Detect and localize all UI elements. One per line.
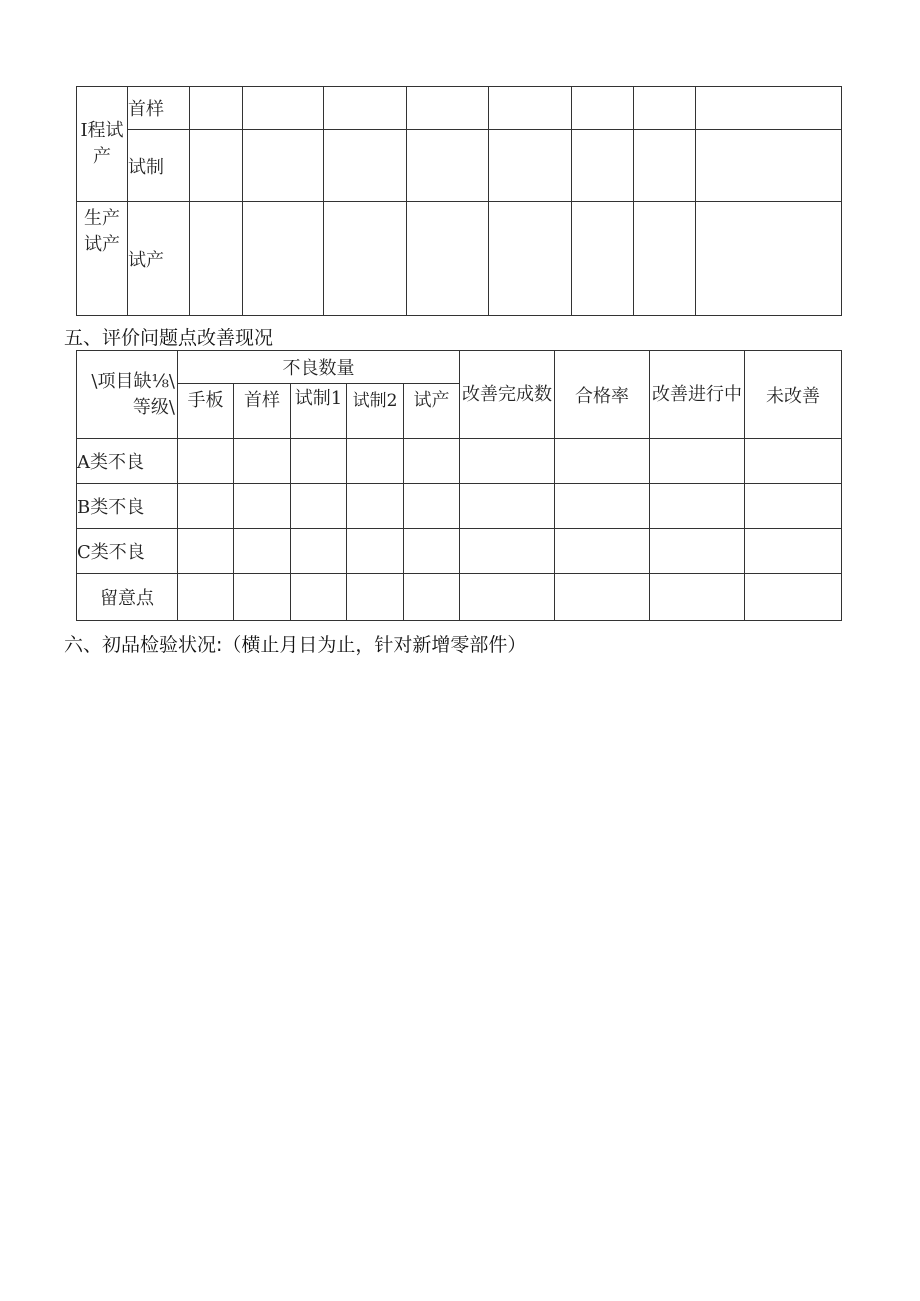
table-cell: [555, 574, 650, 621]
table-cell: [650, 439, 745, 484]
table-row: [77, 202, 842, 316]
table-cell: [489, 87, 572, 130]
table-cell: [745, 529, 842, 574]
table-cell: [460, 484, 555, 529]
section-5-title: 五、评价问题点改善现况: [64, 327, 274, 349]
table-cell: [243, 202, 324, 316]
table-cell: [745, 484, 842, 529]
table-row: [77, 87, 842, 130]
table-cell: [460, 529, 555, 574]
table-cell: [745, 574, 842, 621]
table-row: [77, 529, 842, 574]
header-pass-rate: 合格率: [555, 351, 650, 439]
table-cell: [407, 202, 489, 316]
table-cell: [407, 130, 489, 202]
table-cell: [634, 87, 696, 130]
table-header-row: [77, 351, 842, 384]
row-label-trial-production: 试产: [128, 202, 190, 316]
table-cell: [178, 439, 234, 484]
table-cell: [555, 439, 650, 484]
table-cell: [572, 87, 634, 130]
table-cell: [243, 87, 324, 130]
row-label-class-c: C类不良: [77, 529, 178, 574]
row-label-first-sample: 首样: [128, 87, 190, 130]
table-cell: [324, 87, 407, 130]
table-cell: [234, 574, 291, 621]
subheader-first-sample: 首样: [234, 384, 291, 439]
table-cell: [243, 130, 324, 202]
table-cell: [178, 484, 234, 529]
table-cell: [291, 574, 347, 621]
table-cell: [634, 202, 696, 316]
table-cell: [650, 574, 745, 621]
table-cell: [234, 529, 291, 574]
table-cell: [234, 484, 291, 529]
header-not-improved: 未改善: [745, 351, 842, 439]
table-row: [77, 574, 842, 621]
table-row: [77, 484, 842, 529]
table-cell: [745, 439, 842, 484]
table-cell: [460, 574, 555, 621]
table-cell: [572, 130, 634, 202]
table-cell: [650, 484, 745, 529]
table-cell: [460, 439, 555, 484]
table-cell: [234, 439, 291, 484]
table-cell: [555, 529, 650, 574]
table-cell: [407, 87, 489, 130]
table-cell: [404, 529, 460, 574]
table-cell: [404, 439, 460, 484]
table-cell: [696, 130, 842, 202]
trial-production-table: [76, 86, 842, 316]
subheader-trial-2: 试制2: [347, 384, 404, 439]
table-cell: [324, 202, 407, 316]
defect-improvement-table: [76, 350, 842, 621]
table-cell: [696, 87, 842, 130]
table-cell: [347, 439, 404, 484]
table-cell: [190, 130, 243, 202]
table-cell: [291, 529, 347, 574]
table-cell: [178, 574, 234, 621]
table-cell: [404, 574, 460, 621]
section-6-title: 六、初品检验状况:（横止月日为止，针对新增零部件）: [64, 634, 527, 656]
table-row: [77, 130, 842, 202]
table-cell: [696, 202, 842, 316]
table-cell: [190, 202, 243, 316]
diag-top-label: \项目缺⅛\: [91, 370, 175, 392]
header-diagonal-cell: [77, 351, 178, 439]
group-label-process-trial: I程试产: [77, 87, 128, 202]
table-cell: [291, 439, 347, 484]
table-cell: [347, 574, 404, 621]
table-cell: [190, 87, 243, 130]
table-cell: [347, 484, 404, 529]
table-cell: [489, 202, 572, 316]
table-cell: [555, 484, 650, 529]
diag-bottom-label: 等级\: [132, 396, 175, 418]
table-cell: [650, 529, 745, 574]
row-label-trial-make: 试制: [128, 130, 190, 202]
subheader-trial-production: 试产: [404, 384, 460, 439]
table-cell: [347, 529, 404, 574]
table-cell: [634, 130, 696, 202]
table-cell: [291, 484, 347, 529]
table-cell: [404, 484, 460, 529]
subheader-trial-1: 试制1: [291, 384, 347, 439]
row-label-class-b: B类不良: [77, 484, 178, 529]
table-row: [77, 439, 842, 484]
header-defect-quantity: 不良数量: [178, 351, 460, 384]
table-cell: [324, 130, 407, 202]
header-improvement-in-progress: 改善进行中: [650, 351, 745, 439]
table-cell: [489, 130, 572, 202]
row-label-attention-point: 留意点: [77, 574, 178, 621]
subheader-hand-board: 手板: [178, 384, 234, 439]
table-cell: [572, 202, 634, 316]
table-cell: [178, 529, 234, 574]
row-label-class-a: A类不良: [77, 439, 178, 484]
group-label-production-trial: 生产试产: [77, 202, 128, 316]
header-improvement-done: 改善完成数: [460, 351, 555, 439]
